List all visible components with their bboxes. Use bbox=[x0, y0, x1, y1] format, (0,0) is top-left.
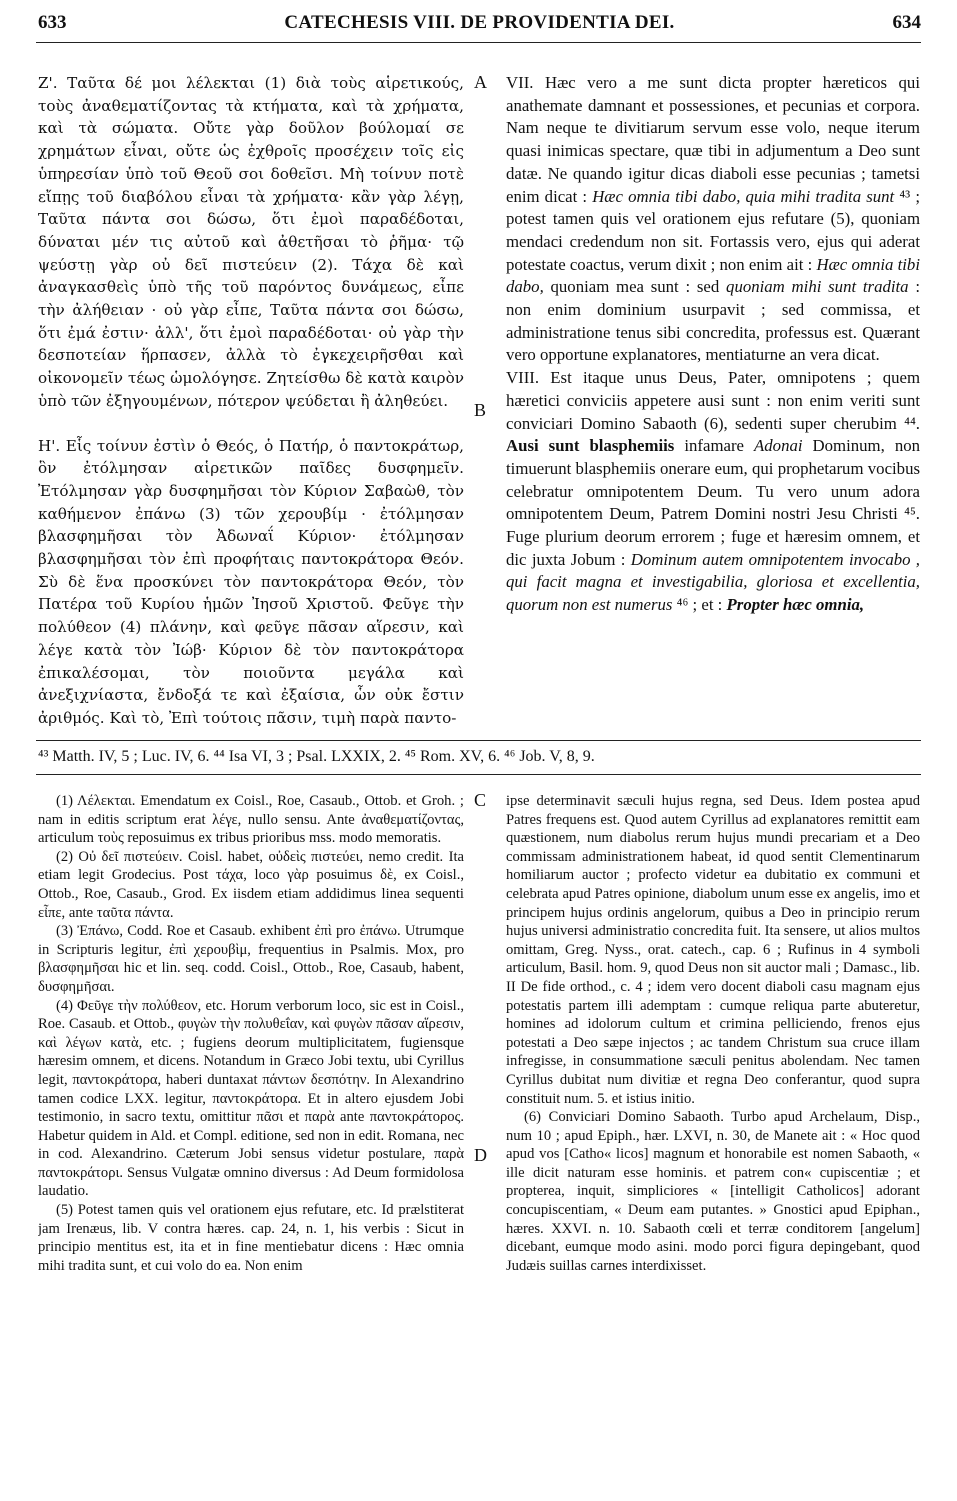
references-rule bbox=[36, 740, 921, 741]
latin-paragraph-8: VIII. Est itaque unus Deus, Pater, omnipotens ; quem hæretici conviciis appetere ausi sunt : non enim veriti sunt conviciari Domino Sabaoth (6), sedenti super cherubim ⁴⁴. Ausi sunt blasphemiis infamare Adonai Dominum, non timuerunt blasphemiis onerare eum, qui prophetarum vocibus celebratur omnipotentem Deum. Tu vero unum adora omnipotentem Deum, Patrem Domini nostri Jesu Christi ⁴⁵. Fuge plurium deorum errorem ; fuge et hæresim omnem, et dic juxta Jobum : Dominum autem omnipotentem invocabo , qui facit magna et investigabilia, gloriosa et excellentia, quorum non est numerus ⁴⁶ ; et : Propter hæc omnia, bbox=[506, 368, 920, 615]
margin-marker-d: D bbox=[474, 1145, 487, 1165]
page-header bbox=[38, 6, 921, 40]
note-4: (4) Φεῦγε τὴν πολύθεον, etc. Horum verborum loco, sic est in Coisl., Roe. Casaub. et Ottob., φυγὼν τὴν πολυθεΐαν, καὶ φυγὼν πᾶσαν αἵρεσιν, καὶ λέγων κατὰ, etc. ; fugiens deorum multiplicitatem, fugiensque hæresim omnem, et dicens. Notandum in Græco Jobi textu, ubi Cyrillus legit, παντοκράτορα, haberi duntaxat πάντων δεσπότην. In Alexandrino tamen codice LXX. legitur, παντοκράτορα. Et in altero ejusdem Jobi testimonio, in sacro textu, omittitur πᾶσι et παρὰ ante παντοκράτορος. Habetur quidem in Ald. et Compl. editione, sed non in edit. Romana, nec in cod. Alexandrino. Cæterum Jobi sensus videtur postulare, παρὰ παντοκράτορι. Sensus Vulgatæ omnino diversus : Ad Deum formidolosa laudatio. bbox=[38, 997, 464, 1200]
margin-marker-c: C bbox=[474, 790, 487, 810]
latin-paragraph-7: VII. Hæc vero a me sunt dicta propter hæreticos qui anathemate damnant et possessiones, et pecunias et corpora. Nam neque te divitiarum servum esse volo, neque iterum quasi inimicas spectare, quæ tibi in adjumentum a Deo sunt datæ. Ne quando igitur dicas diaboli esse pecunias ; tametsi enim dicat : Hæc omnia tibi dabo, quia mihi tradita sunt ⁴³ ; potest tamen quis vel orationem ejus refutare (5), quoniam mendaci credendum non sit. Fortassis vero, ejus qui aderat potestate coactus, verum dixit ; non enim ait : Hæc omnia tibi dabo, quoniam mea sunt : sed quoniam mihi sunt tradita : non enim dominium usurpavit ; sed commissa, et administratione tenus sibi concredita, professus est. Quærant vero opportune explanatores, mentiaturne an vera dicat. bbox=[506, 73, 920, 365]
note-5-continued: ipse determinavit sæculi hujus regna, sed Deus. Idem postea apud Patres frequens est. Quod autem Cyrillus ad explanatores remittit eam quæstionem, num diabolus rerum hujus mundi precariam et a Deo commissam administrationem habeat, id quod sentit Clementinarum homiliarum auctor ; profecto videtur ea dubitatio ex communi et celebrata apud Patres opinione, diabolum unum esse ex angelis, imo et principem hujus ordinis angelorum, quibus a Deo in principio rerum hujus universi administratio concredita fuit. Ita sensere, ut alios multos omittam, Greg. Nyss., orat. catech., cap. 6 ; Rufinus in 4 symboli articulum, Basil. hom. 9, quod Deus non sit auctor mali ; Damasc., lib. II De fide orthod., c. 4 ; idem vero docent diaboli casu magnam ejus potestatis partem illi ademptam : cumque reliqua parte abuteretur, homines ad idolorum cultum et crimina pelliciendo, frenos ejus potestati a Deo sæpe injectos ; ac tandem Christum sua cruce illam infregisse, in consummatione sæculi penitus abolendam. Nec tamen Cyrillus dubitat num divitiæ et regna Deo conferantur, quod supra constituit num. 5. et istius initio. bbox=[506, 793, 920, 1107]
header-rule bbox=[36, 42, 921, 43]
page-title: CATECHESIS VIII. DE PROVIDENTIA DEI. bbox=[284, 12, 675, 33]
page-number-left: 633 bbox=[38, 12, 67, 33]
note-5: (5) Potest tamen quis vel orationem ejus refutare, etc. Id prælstiterat jam Irenæus, lib. V contra hæres. cap. 24, n. 1, his verbis : Sicut in principio mentitus est, ita et in fine mentiebatur dicens : Hæc omnia mihi tradita sunt, et cui volo do ea. Non enim bbox=[38, 1202, 464, 1274]
note-1: (1) Λέλεκται. Emendatum ex Coisl., Roe, Casaub., Ottob. et Groh. ; nam in editis scriptum erat λέγε, nullo sensu. Ante ἀναθεματίζοντας, articulum τοὺς reposuimus ex tribus prioribus mss. modo memoratis. bbox=[38, 793, 464, 847]
greek-paragraph-8: Η'. Εἷς τοίνυν ἐστὶν ὁ Θεός, ὁ Πατήρ, ὁ παντοκράτωρ, ὃν ἐτόλμησαν αἱρετικῶν παῖδες δυσφημεῖν. Ἐτόλμησαν γὰρ δυσφημῆσαι τὸν Κύριον Σαβαὼθ, τὸν καθήμενον ἐπάνω (3) τῶν χερουβίμ · ἐτόλμησαν βλασφημῆσαι τὸν Ἀδωναΐ Κύριον· ἐτόλμησαν βλασφημῆσαι τὸν ἐπὶ προφήταις παντοκράτορα Θεόν. Σὺ δὲ ἕνα προσκύνει τὸν παντοκράτορα Θεόν, τὸν Πατέρα τοῦ Κυρίου ἡμῶν Ἰησοῦ Χριστοῦ. Φεῦγε τὴν πολύθεον (4) πλάνην, καὶ φεῦγε πᾶσαν αἵρεσιν, καὶ λέγε κατὰ τὸν Ἰώβ· Κύριον δὲ τὸν παντοκράτορα ἐπικαλέσομαι, τὸν ποιοῦντα μεγάλα καὶ ἀνεξιχνίαστα, ἔνδοξά τε καὶ ἐξαίσια, ὧν οὐκ ἔστιν ἀριθμός. Καὶ τὸ, Ἐπὶ τούτοις πᾶσιν, τιμὴ παρὰ παντο- bbox=[38, 436, 464, 727]
note-3: (3) Ἐπάνω, Codd. Roe et Casaub. exhibent ἐπὶ pro ἐπάνω. Utrumque in Scripturis legitur, ἐπὶ χερουβὶμ, frequentius in Psalmis. Mox, pro βλασφημῆσαι hic et lin. seq. codd. Coisl., Ottob., Roe, Casaub, habent, δυσφημῆσαι. bbox=[38, 923, 464, 995]
latin-text-column bbox=[506, 72, 920, 738]
scripture-references: ⁴³ Matth. IV, 5 ; Luc. IV, 6. ⁴⁴ Isa VI, 3 ; Psal. LXXIX, 2. ⁴⁵ Rom. XV, 6. ⁴⁶ Job. V, 8, 9. bbox=[38, 748, 595, 765]
notes-rule bbox=[36, 774, 921, 775]
greek-text-column bbox=[38, 72, 464, 738]
notes-left-column bbox=[38, 792, 464, 1492]
page-number-right: 634 bbox=[892, 12, 921, 33]
margin-marker-a: A bbox=[474, 72, 487, 92]
margin-marker-b: B bbox=[474, 400, 487, 420]
note-2: (2) Οὐ δεῖ πιστεύειν. Coisl. habet, οὐδεὶς πιστεύει, nemo credit. Ita etiam legit Grodecius. Post τάχα, loco γὰρ posuimus δὲ, ex Coisl., Ottob., Roe, Casaub., Grod. Ex iisdem etiam addidimus linea sequenti εἶπε, ante ταῦτα πάντα. bbox=[38, 848, 464, 921]
greek-paragraph-7: Ζ'. Ταῦτα δέ μοι λέλεκται (1) διὰ τοὺς αἱρετικούς, τοὺς ἀναθεματίζοντας τὰ κτήματα, καὶ τὰ χρήματα, καὶ τὰ σώματα. Οὔτε γὰρ δοῦλον βούλομαί σε χρημάτων εἶναι, οὔτε ὡς ἐχθροῖς προσέχειν τοῖς εἰς ὑπηρεσίαν ὑπὸ τοῦ Θεοῦ σοι δοθεῖσι. Μὴ τοίνυν ποτὲ εἴπῃς τοῦ διαβόλου εἶναι τὰ χρήματα· κἂν γὰρ λέγῃ, Ταῦτα πάντα σοι δώσω, ὅτι ἐμοὶ παραδέδοται, δύναται μέν τις αὐτοῦ καὶ ἀθετῆσαι τὸ ῥῆμα· τῷ ψεύστῃ γὰρ οὐ δεῖ πιστεύειν (2). Τάχα δὲ καὶ ἀναγκασθεὶς ὑπὸ τῆς τοῦ παρόντος δυνάμεως, εἶπε τὴν ἀλήθειαν · οὐ γὰρ εἶπε, Ταῦτα πάντα σοι δώσω, ὅτι ἐμά ἐστιν· ἀλλ', ὅτι ἐμοὶ παραδέδοται· οὐ γὰρ τὴν δεσποτείαν ἥρπασεν, ἀλλὰ τὸ ἐγκεχειρῆσθαι καὶ οἰκονομεῖν τέως ὡμολόγησε. Ζητείσθω δὲ κατὰ καιρὸν ὑπὸ τῶν ἐξηγουμένων, πότερον ψεύδεται ἢ ἀληθεύει. bbox=[38, 74, 464, 410]
notes-right-column bbox=[506, 792, 920, 1492]
note-6: (6) Conviciari Domino Sabaoth. Turbo apud Archelaum, Disp., num 10 ; apud Epiph., hær. LXVI, n. 30, de Manete ait : « Hoc quod apud vos [Catho« licos] magnum et honorabile est nomen Sabaoth, « ille dicit naturam esse hominis. et patrem con« cupiscentiæ ; et propterea, inquit, simpliciores « [intelligit Catholicos] adorant concupiscentiam, « Deum eam putantes. » Gnostici apud Epiphan., hæres. XXVI. n. 10. Sabaoth cœli et terræ conditorem [angelum] dicebant, eumque modo asini. modo porci figura depingebant, quod Judæis suillas carnes interdixisset. bbox=[506, 1109, 920, 1274]
